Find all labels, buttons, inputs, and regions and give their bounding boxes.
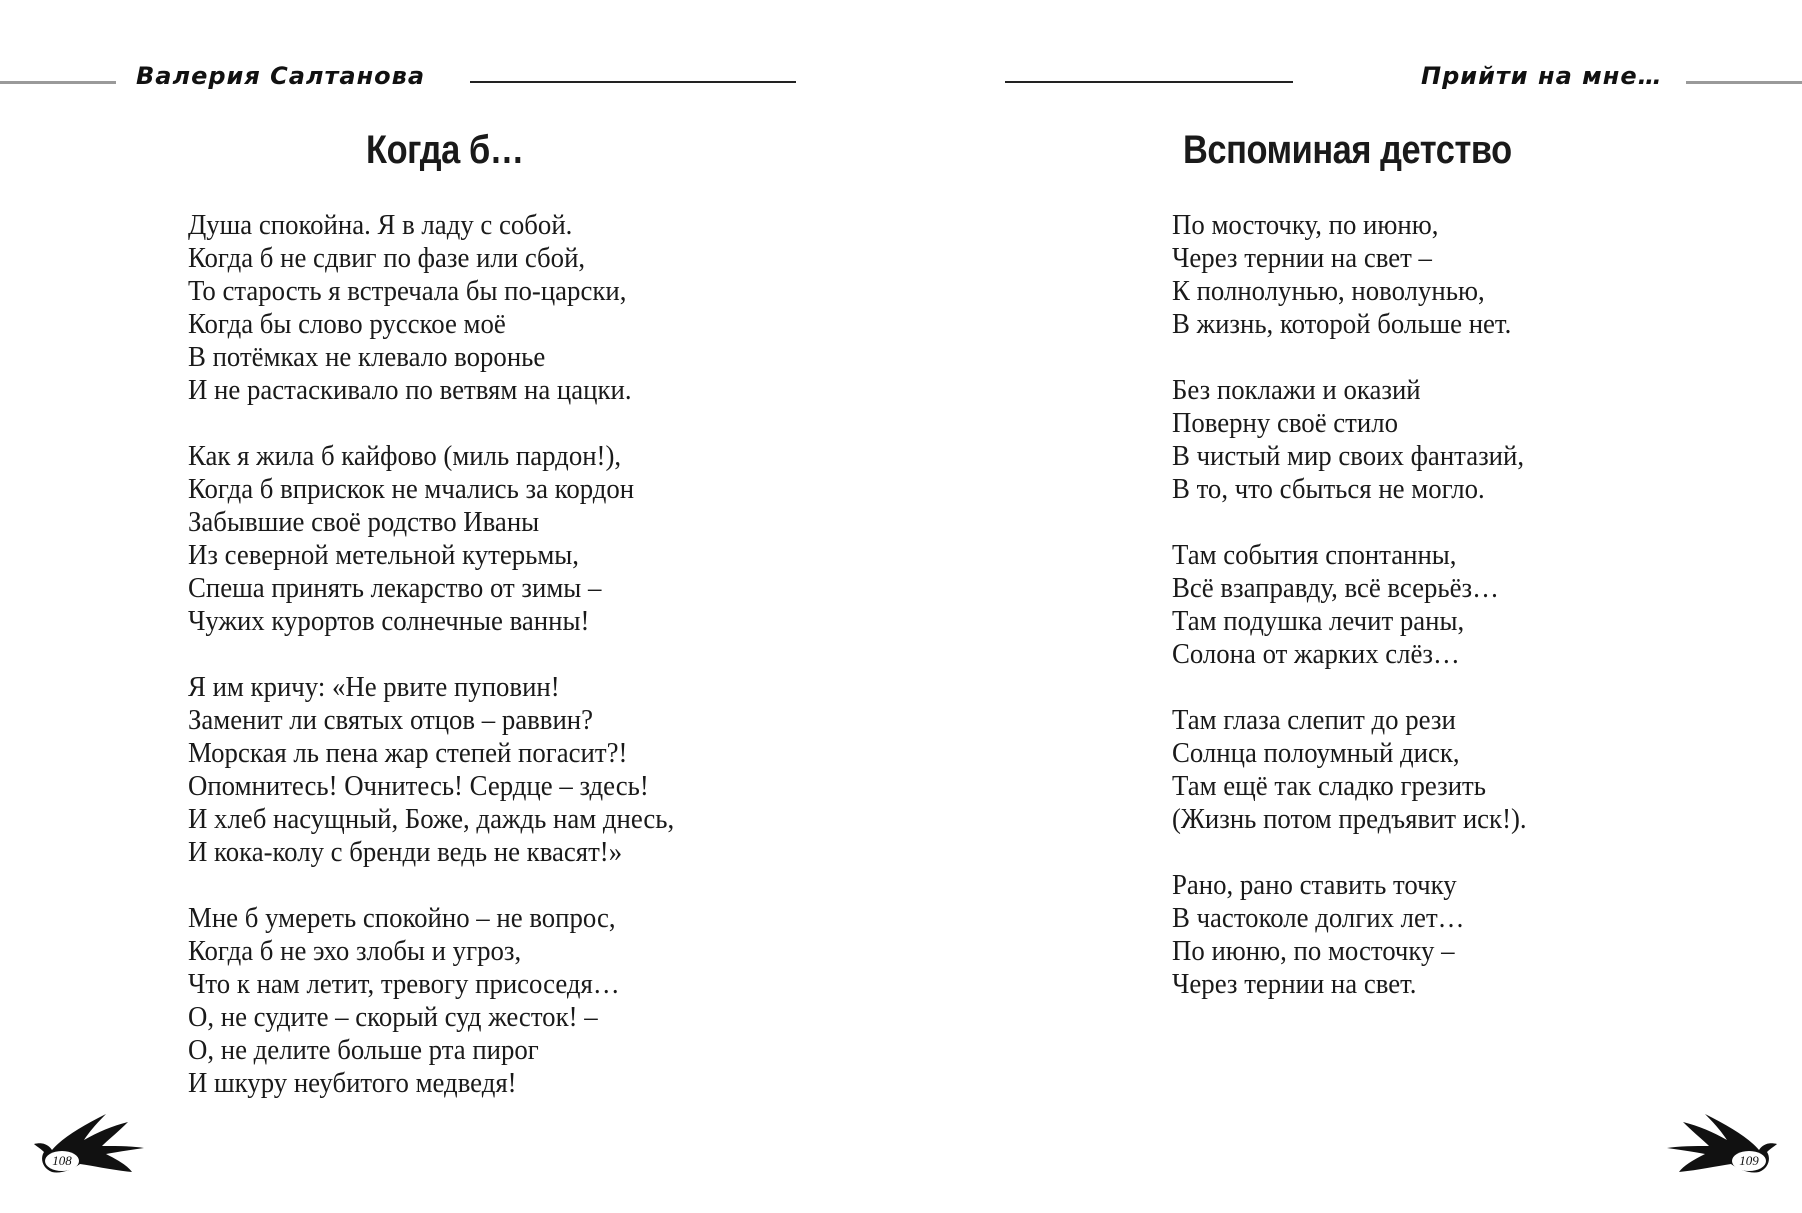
poem-body bbox=[188, 209, 705, 1133]
poem-line: Спеша принять лекарство от зимы – bbox=[188, 573, 602, 604]
poem-line: И кока-колу с бренди ведь не квасят!» bbox=[188, 837, 623, 868]
poem-line: Забывшие своё родство Иваны bbox=[188, 507, 540, 538]
stanza bbox=[1172, 539, 1549, 671]
running-head-author: Валерия Салтанова bbox=[136, 62, 426, 90]
poem-line: Когда б вприскок не мчались за кордон bbox=[188, 474, 635, 505]
stanza bbox=[188, 902, 705, 1100]
poem-line: (Жизнь потом предъявит иск!). bbox=[1172, 804, 1527, 835]
stanza bbox=[1172, 374, 1549, 506]
poem-line: Поверну своё стило bbox=[1172, 408, 1398, 439]
poem-line: И хлеб насущный, Боже, даждь нам днесь, bbox=[188, 804, 675, 835]
swallow-icon bbox=[32, 1108, 152, 1188]
poem-line: По июню, по мосточку – bbox=[1172, 936, 1455, 967]
poem-line: Через тернии на свет – bbox=[1172, 243, 1432, 274]
right-page bbox=[901, 0, 1802, 1213]
poem-line: Опомнитесь! Очнитесь! Сердце – здесь! bbox=[188, 771, 649, 802]
poem-line: К полнолунью, новолунью, bbox=[1172, 276, 1485, 307]
stanza bbox=[188, 440, 705, 638]
stanza bbox=[1172, 209, 1549, 341]
poem-line: Когда бы слово русское моё bbox=[188, 309, 506, 340]
poem-line: Через тернии на свет. bbox=[1172, 969, 1417, 1000]
page-number: 109 bbox=[1739, 1153, 1759, 1168]
swallow-icon bbox=[1659, 1108, 1779, 1188]
poem-line: Там глаза слепит до рези bbox=[1172, 705, 1456, 736]
page-number-badge bbox=[32, 1108, 152, 1188]
poem-line: Там ещё так сладко грезить bbox=[1172, 771, 1486, 802]
poem-line: Как я жила б кайфово (миль пардон!), bbox=[188, 441, 622, 472]
header-rule-right-outer bbox=[1686, 81, 1802, 84]
poem-title: Вспоминая детство bbox=[1183, 128, 1512, 172]
poem-line: В частоколе долгих лет… bbox=[1172, 903, 1465, 934]
poem-line: О, не судите – скорый суд жесток! – bbox=[188, 1002, 598, 1033]
poem-line: То старость я встречала бы по-царски, bbox=[188, 276, 627, 307]
poem-line: Когда б не сдвиг по фазе или сбой, bbox=[188, 243, 586, 274]
poem-line: Без поклажи и оказий bbox=[1172, 375, 1421, 406]
poem-line: И не растаскивало по ветвям на цацки. bbox=[188, 375, 632, 406]
poem-line: В чистый мир своих фантазий, bbox=[1172, 441, 1525, 472]
poem-line: Чужих курортов солнечные ванны! bbox=[188, 606, 590, 637]
page-number: 108 bbox=[52, 1153, 72, 1168]
poem-line: В жизнь, которой больше нет. bbox=[1172, 309, 1512, 340]
poem-line: Что к нам летит, тревогу присоседя… bbox=[188, 969, 620, 1000]
poem-line: Там подушка лечит раны, bbox=[1172, 606, 1465, 637]
poem-line: Из северной метельной кутерьмы, bbox=[188, 540, 579, 571]
header-rule-left-inner bbox=[470, 81, 796, 83]
poem-line: Всё взаправду, всё всерьёз… bbox=[1172, 573, 1499, 604]
poem-title: Когда б… bbox=[366, 128, 524, 172]
poem-line: Там события спонтанны, bbox=[1172, 540, 1457, 571]
poem-line: Мне б умереть спокойно – не вопрос, bbox=[188, 903, 616, 934]
page-number-badge bbox=[1659, 1108, 1779, 1188]
poem-line: Солнца полоумный диск, bbox=[1172, 738, 1460, 769]
poem-line: И шкуру неубитого медведя! bbox=[188, 1068, 517, 1099]
poem-line: Рано, рано ставить точку bbox=[1172, 870, 1457, 901]
poem-line: О, не делите больше рта пирог bbox=[188, 1035, 539, 1066]
stanza bbox=[188, 209, 705, 407]
header-rule-left-outer bbox=[0, 81, 116, 84]
stanza bbox=[188, 671, 705, 869]
poem-line: Солона от жарких слёз… bbox=[1172, 639, 1460, 670]
poem-line: Душа спокойна. Я в ладу с собой. bbox=[188, 210, 573, 241]
poem-line: Я им кричу: «Не рвите пуповин! bbox=[188, 672, 560, 703]
poem-line: В то, что сбыться не могло. bbox=[1172, 474, 1485, 505]
poem-line: Когда б не эхо злобы и угроз, bbox=[188, 936, 522, 967]
poem-line: В потёмках не клевало воронье bbox=[188, 342, 546, 373]
stanza bbox=[1172, 869, 1549, 1001]
poem-line: По мосточку, по июню, bbox=[1172, 210, 1439, 241]
poem-body bbox=[1172, 209, 1549, 1034]
header-rule-right-inner bbox=[1005, 81, 1293, 83]
poem-line: Заменит ли святых отцов – раввин? bbox=[188, 705, 594, 736]
stanza bbox=[1172, 704, 1549, 836]
running-head-book-title: Прийти на мне… bbox=[1421, 62, 1663, 90]
poem-line: Морская ль пена жар степей погасит?! bbox=[188, 738, 628, 769]
